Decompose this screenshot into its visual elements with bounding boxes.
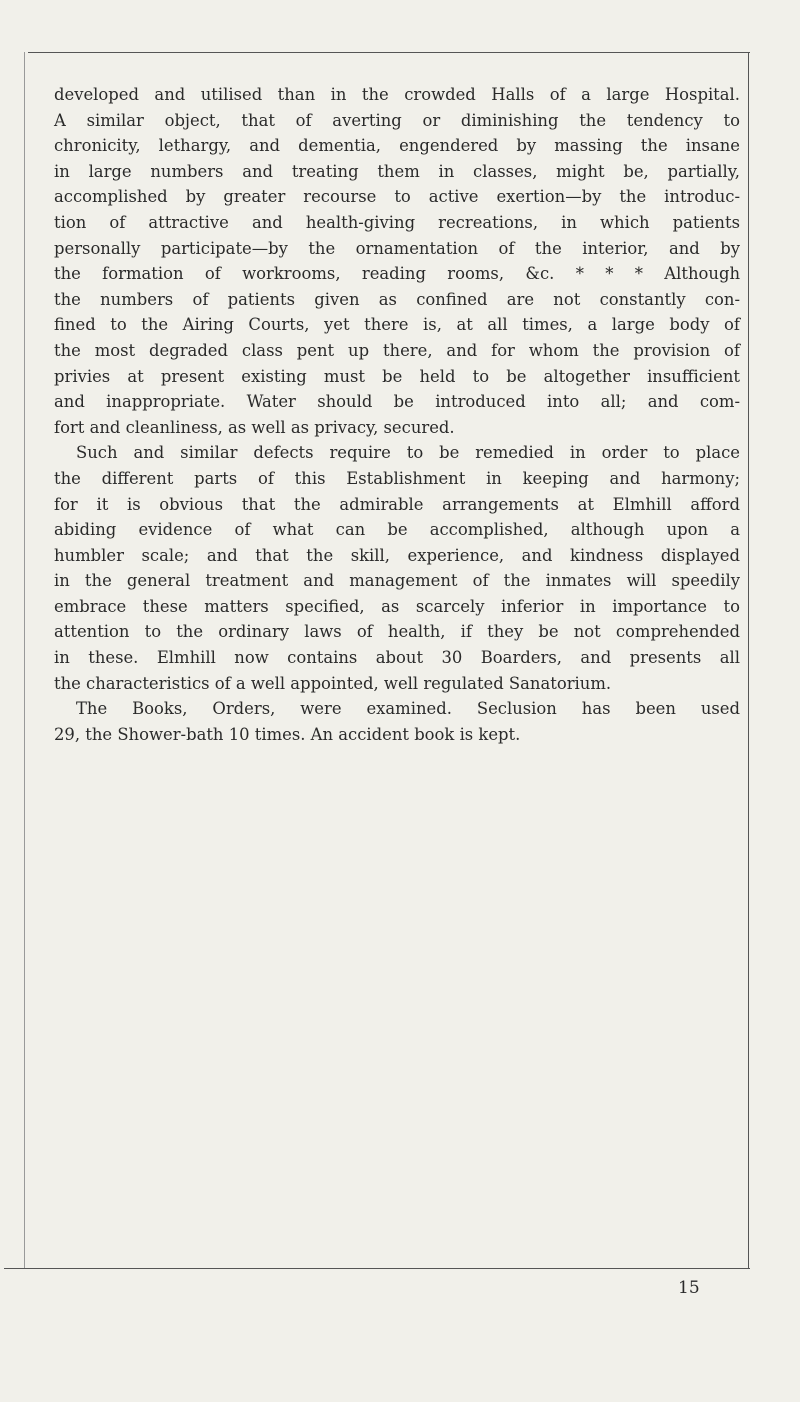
text-line: the formation of workrooms, reading rooms, &c. * * * Although	[54, 264, 740, 284]
text-line: the characteristics of a well appointed, well regulated Sanatorium.	[54, 673, 612, 693]
text-line: chronicity, lethargy, and dementia, engendered by massing the insane	[54, 136, 740, 156]
text-line: attention to the ordinary laws of health, if they be not comprehended	[54, 622, 740, 642]
text-line: fined to the Airing Courts, yet there is, at all times, a large body of	[54, 315, 740, 335]
text-line: in these. Elmhill now contains about 30 Boarders, and presents all	[54, 648, 740, 668]
text-line: personally participate—by the ornamentation of the interior, and by	[54, 238, 740, 258]
text-line: tion of attractive and health-giving recreations, in which patients	[54, 212, 740, 232]
text-line: the numbers of patients given as confined are not constantly con-	[54, 289, 740, 309]
text-line: developed and utilised than in the crowded Halls of a large Hospital.	[54, 85, 740, 104]
text-line: and inappropriate. Water should be introduced into all; and com-	[54, 392, 740, 412]
text-line: fort and cleanliness, as well as privacy, secured.	[54, 417, 455, 437]
right-border-rule	[748, 52, 749, 1268]
text-line: Such and similar defects require to be remedied in order to place	[76, 443, 740, 463]
left-border-rule	[24, 52, 25, 1268]
text-line: in large numbers and treating them in classes, might be, partially,	[54, 161, 740, 181]
text-line: abiding evidence of what can be accomplished, although upon a	[54, 520, 740, 540]
text-line: A similar object, that of averting or diminishing the tendency to	[54, 110, 740, 130]
text-line: humbler scale; and that the skill, experience, and kindness displayed	[54, 545, 740, 565]
text-line: for it is obvious that the admirable arrangements at Elmhill afford	[54, 494, 740, 514]
text-line: in the general treatment and management of the inmates will speedily	[54, 571, 740, 591]
top-border-rule	[28, 52, 750, 53]
text-line: the most degraded class pent up there, and for whom the provision of	[54, 340, 740, 360]
text-line: the different parts of this Establishment in keeping and harmony;	[54, 468, 740, 488]
text-line: embrace these matters specified, as scarcely inferior in importance to	[54, 596, 740, 616]
text-line: The Books, Orders, were examined. Seclusion has been used	[76, 699, 740, 719]
body-text	[54, 82, 740, 747]
page-number: 15	[678, 1278, 700, 1298]
text-line: accomplished by greater recourse to active exertion—by the introduc-	[54, 187, 740, 207]
text-line: privies at present existing must be held to be altogether insufficient	[54, 366, 740, 386]
bottom-border-rule	[4, 1268, 750, 1269]
text-line: 29, the Shower-bath 10 times. An accident book is kept.	[54, 724, 521, 744]
